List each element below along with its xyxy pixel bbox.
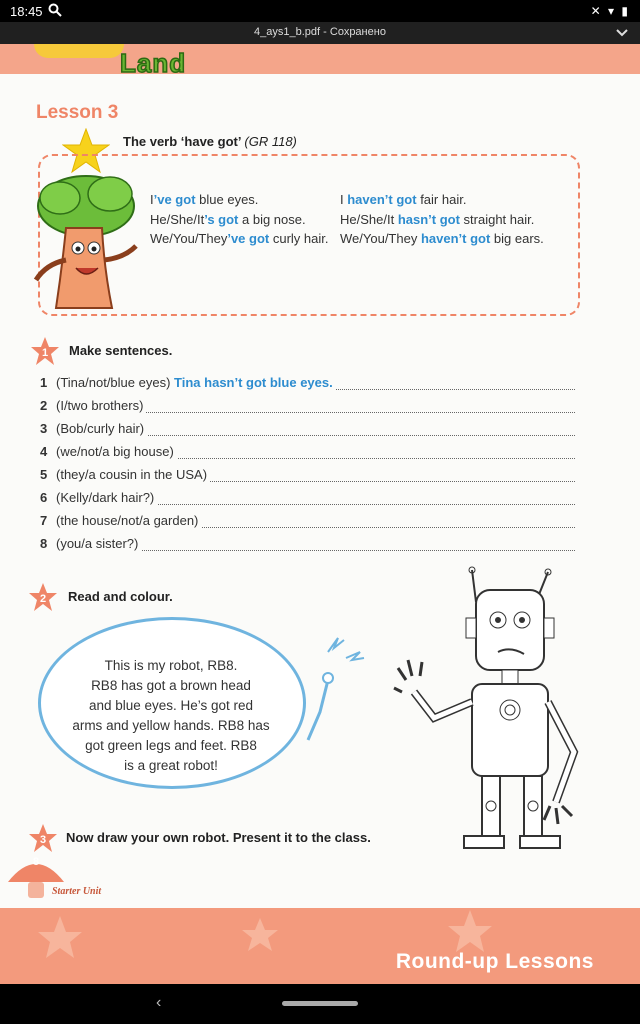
grammar-line: He/She/It hasn’t got straight hair.: [340, 211, 535, 227]
navigation-bar: [0, 984, 640, 1024]
affirmative-column: [150, 190, 330, 249]
wifi-icon: ▾: [608, 4, 617, 18]
sentence-number: 5: [40, 467, 48, 482]
sentence-prompt: [40, 398, 146, 413]
exercise-1-title: Make sentences.: [69, 343, 173, 358]
tree-character-illustration: [26, 168, 146, 318]
exercise-3-badge-icon: [28, 823, 58, 853]
sentence-row[interactable]: [40, 444, 575, 464]
back-chevron-icon[interactable]: ‹: [156, 994, 162, 1011]
sentence-number: 2: [40, 398, 48, 413]
battery-icon: ▮: [621, 4, 630, 18]
sentence-cue: (the house/not/a garden): [56, 513, 199, 528]
grammar-land-logo: Land: [120, 48, 187, 78]
sentence-row[interactable]: [40, 490, 575, 510]
svg-text:3: 3: [39, 834, 47, 846]
sentence-cue: (they/a cousin in the USA): [56, 467, 208, 482]
sentence-cue: (you/a sister?): [56, 536, 139, 551]
lesson-title: Lesson 3: [36, 102, 119, 123]
chevron-down-icon[interactable]: [614, 24, 630, 40]
sentence-prompt: [40, 513, 201, 528]
sentence-prompt: [40, 536, 141, 551]
viewer-title-bar: [0, 22, 640, 44]
sentence-prompt: [40, 375, 336, 390]
negative-column: [340, 190, 555, 249]
svg-text:1: 1: [41, 347, 49, 359]
sentence-row[interactable]: [40, 536, 575, 556]
robot-illustration: [306, 562, 596, 852]
footer-banner-title: Round-up Lessons: [395, 950, 594, 973]
sentence-prompt: [40, 467, 210, 482]
grammar-line: We/You/They’ve got curly hair.: [150, 231, 329, 246]
sentence-number: 7: [40, 513, 48, 528]
sentence-cue: (Kelly/dark hair?): [56, 490, 155, 505]
exercise-2-title: Read and colour.: [68, 589, 173, 604]
svg-text:2: 2: [39, 593, 47, 605]
sentence-prompt: [40, 490, 157, 505]
sentence-number: 1: [40, 375, 48, 390]
sentence-row[interactable]: [40, 398, 575, 418]
status-time: 18:45: [10, 4, 43, 19]
exercise-1-badge-icon: [30, 336, 60, 366]
home-pill-icon[interactable]: [282, 1001, 358, 1006]
page-number: 8: [32, 856, 40, 868]
logo-decoration: [34, 44, 124, 58]
sentence-number: 8: [40, 536, 48, 551]
sentence-row[interactable]: [40, 467, 575, 487]
example-answer: Tina hasn’t got blue eyes.: [174, 375, 333, 390]
sentence-cue: (Tina/not/blue eyes): [56, 375, 171, 390]
pdf-page[interactable]: [0, 44, 640, 984]
sentence-number: 4: [40, 444, 48, 459]
sentence-row[interactable]: [40, 421, 575, 441]
grammar-title: The verb ‘have got’ (GR 118): [123, 134, 297, 149]
sentence-number: 3: [40, 421, 48, 436]
grammar-reference: (GR 118): [244, 134, 297, 149]
status-bar: [0, 0, 640, 22]
sentence-cue: (I/two brothers): [56, 398, 144, 413]
exercise-2-badge-icon: [28, 582, 58, 612]
sentence-row[interactable]: [40, 513, 575, 533]
document-title: 4_ays1_b.pdf - Сохранено: [254, 26, 386, 38]
sentence-prompt: [40, 444, 177, 459]
grammar-line: We/You/They haven’t got big ears.: [340, 231, 544, 246]
sentence-cue: (we/not/a big house): [56, 444, 174, 459]
speech-bubble-text: This is my robot, RB8. RB8 has got a brown head and blue eyes. He’s got red arms and yellow hands. RB8 has got green legs and feet. RB8 is a great robot!: [72, 658, 270, 773]
unit-label: Starter Unit: [52, 886, 102, 897]
sentence-number: 6: [40, 490, 48, 505]
system-icons: [591, 4, 630, 18]
grammar-line: I haven’t got fair hair.: [340, 192, 467, 207]
sentence-row[interactable]: [40, 375, 575, 395]
sentence-cue: (Bob/curly hair): [56, 421, 145, 436]
exercise-3-title: Now draw your own robot. Present it to the class.: [66, 830, 371, 845]
sentence-prompt: [40, 421, 147, 436]
grammar-line: I’ve got blue eyes.: [150, 192, 259, 207]
search-icon[interactable]: [48, 3, 62, 17]
mute-icon: ✕: [590, 4, 603, 18]
grammar-line: He/She/It’s got a big nose.: [150, 211, 306, 227]
